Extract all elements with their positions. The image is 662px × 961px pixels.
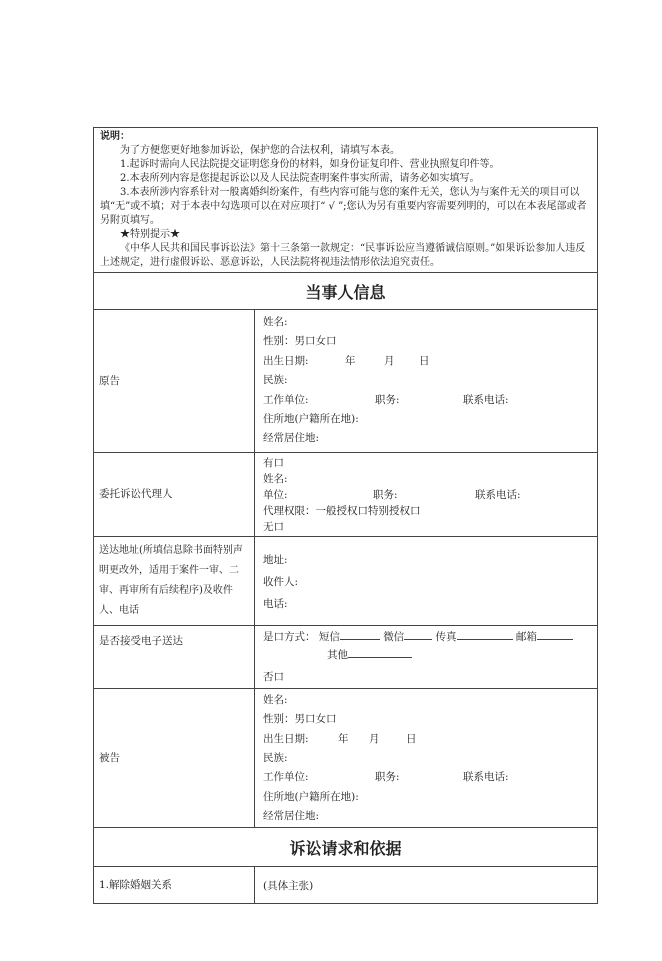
defendant-domicile-field[interactable]: 住所地(户籍所在地): bbox=[263, 790, 359, 803]
birth-label: 出生日期: bbox=[263, 732, 309, 745]
defendant-gender-field[interactable]: 性别：男口女口 bbox=[263, 713, 337, 726]
notice-line: 《中华人民共和国民事诉讼法》第十三条第一款规定：“民事诉讼应当遵循诚信原则。”如果诉讼参加人违反上述规定，进行虚假诉讼、恶意诉讼，人民法院将视违法情形依法追究责任。 bbox=[100, 243, 586, 268]
electronic-no-checkbox[interactable]: 否口 bbox=[263, 670, 284, 683]
phone-field[interactable]: 联系电话: bbox=[463, 771, 509, 784]
year-label: 年 bbox=[338, 732, 349, 745]
notice-line: 为了方便您更好地参加诉讼，保护您的合法权利，请填写本表。 bbox=[120, 145, 400, 156]
complaint-form bbox=[93, 127, 598, 904]
notice-line: 1.起诉时需向人民法院提交证明您身份的材料，如身份证复印件、营业执照复印件等。 bbox=[120, 159, 500, 170]
notice-heading: 说明： bbox=[100, 131, 130, 142]
other-label: 其他 bbox=[327, 648, 348, 661]
agent-unit-field[interactable]: 单位: bbox=[263, 488, 288, 501]
agent-authority-field[interactable]: 代理权限：一般授权口特别授权口 bbox=[263, 504, 421, 517]
section-parties-row bbox=[94, 273, 597, 310]
notice-line: 2.本表所列内容是您提起诉讼以及人民法院查明案件事实所需，请务必如实填写。 bbox=[120, 173, 480, 184]
service-recipient-field[interactable]: 收件人: bbox=[263, 575, 299, 588]
agent-has-checkbox[interactable]: 有口 bbox=[263, 456, 284, 469]
electronic-row bbox=[94, 626, 597, 689]
agent-position-field[interactable]: 职务: bbox=[373, 488, 398, 501]
plaintiff-ethnicity-field[interactable]: 民族: bbox=[263, 374, 288, 387]
notice-block bbox=[94, 128, 597, 272]
agent-phone-field[interactable]: 联系电话: bbox=[475, 488, 521, 501]
plaintiff-work-line bbox=[263, 391, 589, 410]
agent-row bbox=[94, 453, 597, 537]
email-field[interactable] bbox=[537, 628, 573, 640]
plaintiff-label: 原告 bbox=[94, 310, 255, 452]
plaintiff-fields bbox=[255, 310, 597, 452]
defendant-birth-field[interactable] bbox=[263, 730, 589, 749]
agent-label: 委托诉讼代理人 bbox=[94, 453, 255, 536]
claim-label: 1.解除婚姻关系 bbox=[94, 867, 255, 903]
wechat-label: 微信 bbox=[383, 630, 405, 643]
agent-none-checkbox[interactable]: 无口 bbox=[263, 520, 284, 533]
sms-field[interactable] bbox=[340, 628, 380, 640]
plaintiff-name-field[interactable]: 姓名: bbox=[263, 316, 288, 328]
plaintiff-domicile-field[interactable]: 住所地(户籍所在地): bbox=[263, 412, 359, 425]
electronic-fields bbox=[255, 626, 597, 688]
plaintiff-residence-field[interactable]: 经常居住地: bbox=[263, 432, 320, 445]
section-title: 当事人信息 bbox=[305, 282, 386, 302]
other-field[interactable] bbox=[348, 646, 412, 658]
wechat-field[interactable] bbox=[404, 628, 432, 640]
electronic-other-line bbox=[263, 646, 589, 664]
special-notice-title: ★特别提示★ bbox=[120, 229, 180, 240]
agent-fields bbox=[255, 453, 597, 536]
service-phone-field[interactable]: 电话: bbox=[263, 597, 288, 610]
sms-label: 短信 bbox=[318, 630, 340, 643]
birth-label: 出生日期: bbox=[263, 354, 309, 367]
fax-field[interactable] bbox=[457, 628, 513, 640]
defendant-label: 被告 bbox=[94, 689, 255, 828]
service-fields bbox=[255, 537, 597, 625]
defendant-ethnicity-field[interactable]: 民族: bbox=[263, 751, 288, 764]
plaintiff-row bbox=[94, 310, 597, 453]
service-row bbox=[94, 537, 597, 626]
defendant-residence-field[interactable]: 经常居住地: bbox=[263, 810, 320, 823]
employer-field[interactable]: 工作单位: bbox=[263, 771, 309, 784]
defendant-fields bbox=[255, 689, 597, 828]
agent-name-field[interactable]: 姓名: bbox=[263, 472, 288, 485]
position-field[interactable]: 职务: bbox=[375, 393, 400, 406]
position-field[interactable]: 职务: bbox=[375, 771, 400, 784]
defendant-work-line bbox=[263, 768, 589, 787]
electronic-yes-line bbox=[263, 628, 589, 646]
section-claims-row bbox=[94, 828, 597, 867]
electronic-label: 是否接受电子送达 bbox=[94, 626, 255, 688]
service-address-field[interactable]: 地址: bbox=[263, 553, 288, 566]
defendant-name-field[interactable]: 姓名: bbox=[263, 693, 288, 706]
notice-row bbox=[94, 128, 597, 273]
claim-value-field[interactable]: (具体主张) bbox=[263, 879, 314, 892]
fax-label: 传真 bbox=[435, 630, 457, 643]
month-label: 月 bbox=[384, 354, 395, 367]
plaintiff-birth-field[interactable] bbox=[263, 352, 589, 371]
claim-row bbox=[94, 867, 597, 903]
email-label: 邮箱 bbox=[515, 630, 537, 643]
day-label: 日 bbox=[406, 732, 417, 745]
section-title: 诉讼请求和依据 bbox=[289, 838, 402, 858]
agent-work-line bbox=[263, 487, 589, 503]
day-label: 日 bbox=[419, 354, 430, 367]
month-label: 月 bbox=[369, 732, 380, 745]
defendant-row bbox=[94, 689, 597, 829]
phone-field[interactable]: 联系电话: bbox=[463, 393, 509, 406]
electronic-yes-checkbox[interactable]: 是口方式： bbox=[263, 630, 316, 643]
plaintiff-gender-field[interactable]: 性别：男口女口 bbox=[263, 335, 337, 348]
notice-line: 3.本表所涉内容系针对一般离婚纠纷案件，有些内容可能与您的案件无关，您认为与案件无关的项目可以填“无”或不填；对于本表中勾选项可以在对应项打“ √ ”;您认为另有重要内容需要列明的，可以在本表尾部或者另附页填写。 bbox=[100, 187, 587, 226]
employer-field[interactable]: 工作单位: bbox=[263, 393, 309, 406]
service-label: 送达地址(所填信息除书面特别声明更改外，适用于案件一审、二审、再审所有后续程序)及收件人、电话 bbox=[94, 537, 255, 625]
year-label: 年 bbox=[345, 354, 356, 367]
